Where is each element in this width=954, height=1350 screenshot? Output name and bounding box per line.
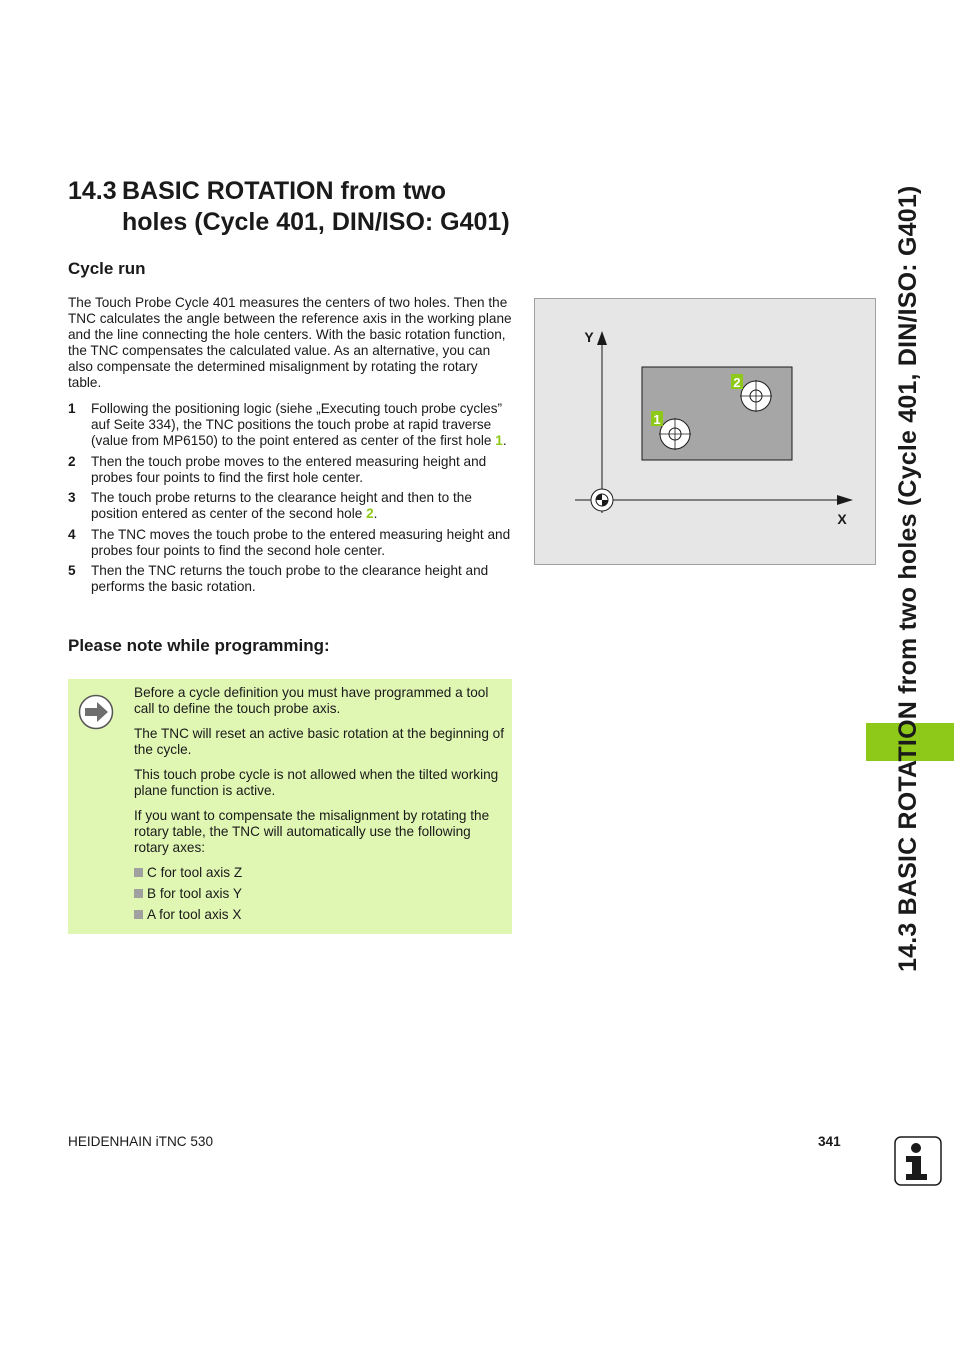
- list-item-text: B for tool axis Y: [147, 886, 242, 901]
- note-box: [68, 679, 512, 934]
- bullet-square-icon: [134, 910, 143, 919]
- info-icon: [894, 1136, 942, 1186]
- step-number: 3: [68, 490, 76, 505]
- notes-heading: Please note while programming:: [68, 636, 330, 655]
- step-number: 5: [68, 563, 76, 578]
- note-paragraph: Before a cycle definition you must have programmed a tool call to define the touch probe axis.: [134, 685, 489, 716]
- cycle-run-heading: Cycle run: [68, 259, 146, 278]
- step-text: Then the TNC returns the touch probe to the clearance height and performs the basic rotation.: [91, 563, 489, 594]
- step-text: The TNC moves the touch probe to the entered measuring height and probes four points to find the second hole center.: [91, 526, 511, 558]
- bullet-square-icon: [134, 889, 143, 898]
- cycle-run-intro: The Touch Probe Cycle 401 measures the centers of two holes. Then the TNC calculates the angle between the reference axis in the working plane and the line connecting the hole centers. With the basic rotation function, the TNC compensates the calculated value. As an alternative, you can also compensate the determined misalignment by rotating the rotary table.: [68, 295, 512, 390]
- list-item: [134, 907, 506, 923]
- list-item: [134, 865, 506, 881]
- title-line1: BASIC ROTATION from two: [122, 177, 447, 205]
- y-axis-label: Y: [584, 329, 594, 345]
- rotary-axes-list: [134, 865, 506, 923]
- step-number: 2: [68, 453, 76, 469]
- step-punct: .: [373, 506, 378, 521]
- note-paragraph: If you want to compensate the misalignment by rotating the rotary table, the TNC will automatically use the following rotary axes:: [134, 808, 490, 855]
- step-text: The touch probe returns to the clearance height and then to the position entered as center of the second hole: [91, 490, 472, 521]
- cycle-steps-list: [68, 401, 512, 600]
- page-number: 341: [818, 1134, 841, 1149]
- y-axis-arrow: [597, 331, 607, 345]
- step-number: 4: [68, 526, 76, 542]
- side-running-title: 14.3 BASIC ROTATION from two holes (Cycle 401, DIN/ISO: G401): [894, 185, 922, 972]
- title-line2: holes (Cycle 401, DIN/ISO: G401): [122, 208, 510, 236]
- step-item: [68, 490, 512, 522]
- hole-2-label: 2: [733, 375, 741, 390]
- step-number: 1: [68, 401, 76, 416]
- arrow-right-icon: [78, 694, 114, 730]
- note-paragraph: The TNC will reset an active basic rotation at the beginning of the cycle.: [134, 726, 504, 757]
- step-text: Following the positioning logic (siehe „Executing touch probe cycles” auf Seite 334), the TNC positions the touch probe at rapid traverse (value from MP6150) to the point entered as center of the first hole: [91, 401, 503, 448]
- workpiece: [642, 367, 792, 460]
- x-axis-arrow: [837, 495, 853, 505]
- list-item: [134, 886, 506, 902]
- hole-ref: 1: [495, 433, 503, 448]
- step-item: [68, 454, 512, 486]
- cycle-diagram: [534, 298, 876, 565]
- bullet-square-icon: [134, 868, 143, 877]
- step-item: [68, 563, 512, 595]
- x-axis-label: X: [837, 511, 847, 527]
- step-text: Then the touch probe moves to the entered measuring height and probes four points to find the first hole center.: [91, 453, 487, 485]
- hole-1-label: 1: [653, 412, 661, 427]
- step-punct: .: [502, 433, 507, 448]
- step-item: [68, 401, 512, 449]
- note-text: [134, 685, 506, 928]
- origin-symbol: [591, 489, 613, 511]
- footer-manual-name: HEIDENHAIN iTNC 530: [68, 1134, 214, 1149]
- list-item-text: A for tool axis X: [147, 907, 242, 922]
- section-number: 14.3: [68, 177, 117, 205]
- chapter-title: [68, 176, 538, 238]
- note-paragraph: This touch probe cycle is not allowed when the tilted working plane function is active.: [134, 767, 499, 798]
- hole-ref: 2: [366, 506, 374, 521]
- step-item: [68, 527, 512, 559]
- list-item-text: C for tool axis Z: [147, 865, 243, 880]
